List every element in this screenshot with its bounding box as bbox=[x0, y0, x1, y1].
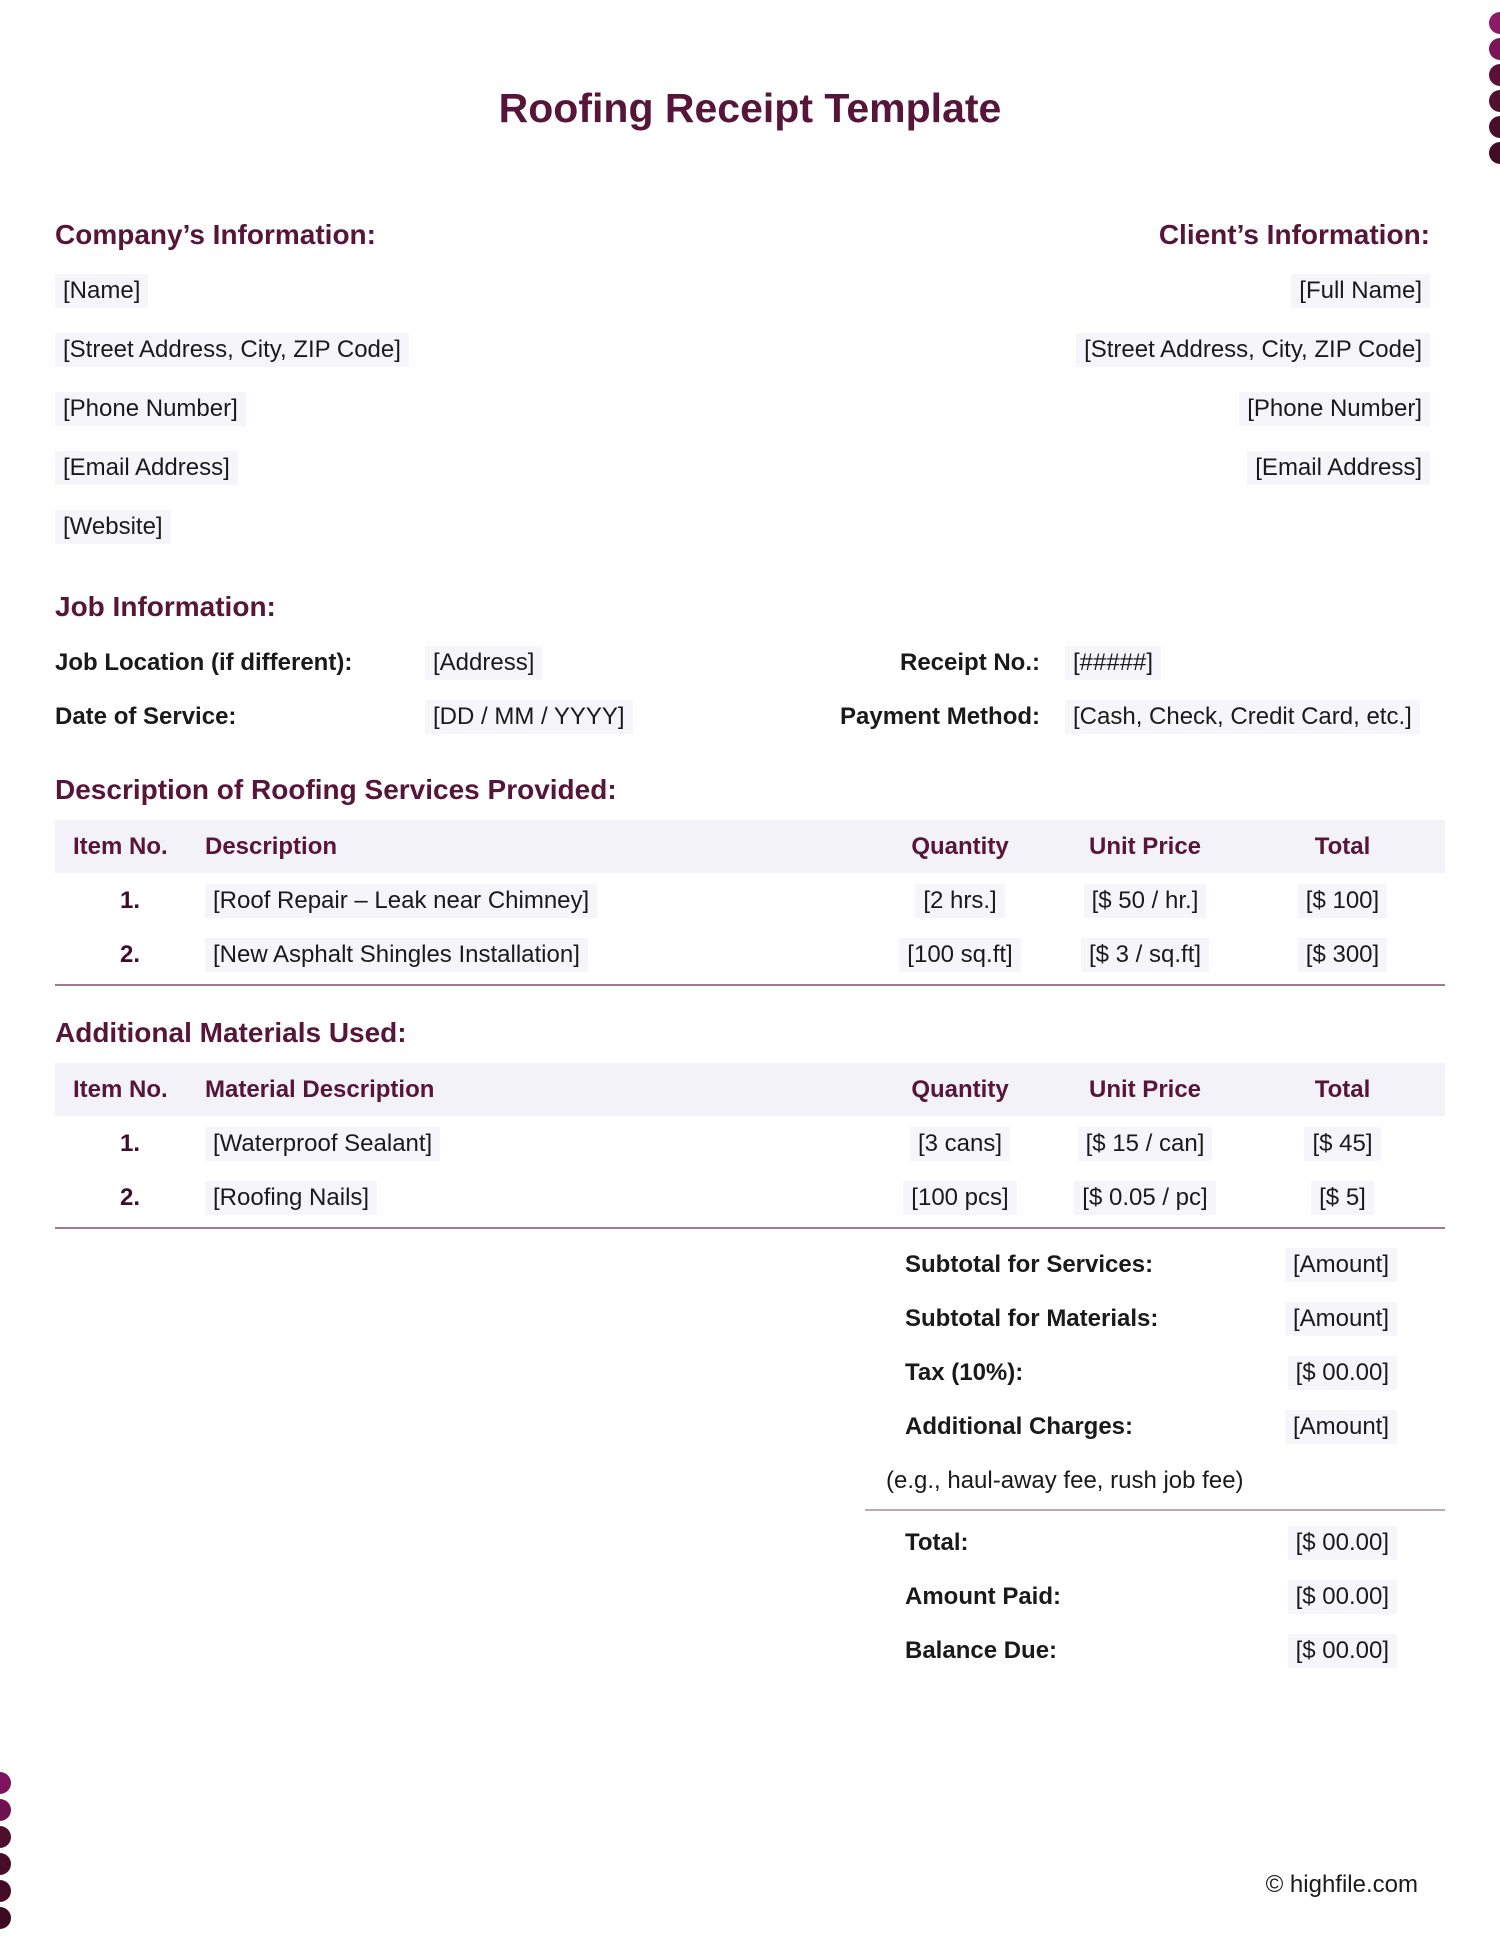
company-name-field[interactable]: [Name] bbox=[55, 274, 148, 308]
dot-icon bbox=[1489, 90, 1500, 112]
material-total-field[interactable]: [$ 5] bbox=[1311, 1181, 1374, 1215]
receipt-no-label: Receipt No.: bbox=[899, 649, 1040, 676]
total-field[interactable]: [$ 00.00] bbox=[1288, 1526, 1397, 1560]
materials-table bbox=[55, 1063, 1445, 1229]
material-quantity-field[interactable]: [100 pcs] bbox=[903, 1181, 1016, 1215]
column-header-total: Total bbox=[1314, 1075, 1371, 1103]
dot-icon bbox=[1489, 142, 1500, 164]
balance-due-row bbox=[865, 1634, 1445, 1668]
additional-charges-label: Additional Charges: bbox=[905, 1413, 1134, 1440]
additional-charges-note: (e.g., haul-away fee, rush job fee) bbox=[886, 1467, 1244, 1494]
unit-price-cell bbox=[1050, 884, 1240, 918]
job-location-field[interactable]: [Address] bbox=[425, 646, 542, 680]
services-heading: Description of Roofing Services Provided: bbox=[55, 774, 617, 805]
tax-field[interactable]: [$ 00.00] bbox=[1288, 1356, 1397, 1390]
summary-section bbox=[865, 1248, 1445, 1668]
client-info-column bbox=[1076, 218, 1445, 547]
client-address-line bbox=[1076, 333, 1430, 370]
final-totals bbox=[865, 1526, 1445, 1668]
total-label: Total: bbox=[905, 1529, 969, 1556]
total-cell bbox=[1240, 1127, 1445, 1161]
client-phone-field[interactable]: [Phone Number] bbox=[1239, 392, 1430, 426]
payment-method-field[interactable]: [Cash, Check, Credit Card, etc.] bbox=[1065, 700, 1420, 734]
additional-charges-row bbox=[865, 1410, 1445, 1444]
decorative-dots-bottom-left bbox=[0, 1772, 11, 1929]
job-info-heading: Job Information: bbox=[55, 591, 276, 622]
total-cell bbox=[1240, 884, 1445, 918]
dot-icon bbox=[0, 1799, 11, 1821]
material-unit-price-field[interactable]: [$ 0.05 / pc] bbox=[1074, 1181, 1215, 1215]
subtotal-materials-field[interactable]: [Amount] bbox=[1285, 1302, 1397, 1336]
payment-method-value-cell bbox=[1065, 700, 1445, 734]
column-header-material-description: Material Description bbox=[205, 1075, 435, 1103]
service-unit-price-field[interactable]: [$ 3 / sq.ft] bbox=[1081, 938, 1209, 972]
description-cell bbox=[205, 938, 870, 972]
description-cell bbox=[205, 1127, 870, 1161]
job-info-row bbox=[55, 646, 1445, 680]
unit-price-cell bbox=[1050, 1127, 1240, 1161]
amount-paid-row bbox=[865, 1580, 1445, 1614]
material-total-field[interactable]: [$ 45] bbox=[1304, 1127, 1380, 1161]
company-phone-field[interactable]: [Phone Number] bbox=[55, 392, 246, 426]
company-email-line bbox=[55, 451, 409, 488]
column-header-item-no: Item No. bbox=[73, 1075, 168, 1103]
receipt-no-value-cell bbox=[1065, 646, 1445, 680]
copyright-watermark: © highfile.com bbox=[1265, 1871, 1418, 1898]
date-of-service-field[interactable]: [DD / MM / YYYY] bbox=[425, 700, 633, 734]
service-unit-price-field[interactable]: [$ 50 / hr.] bbox=[1084, 884, 1207, 918]
dot-icon bbox=[1489, 12, 1500, 34]
amount-paid-label: Amount Paid: bbox=[905, 1583, 1061, 1610]
total-row bbox=[865, 1526, 1445, 1560]
material-quantity-field[interactable]: [3 cans] bbox=[910, 1127, 1010, 1161]
materials-table-header bbox=[55, 1063, 1445, 1116]
summary-divider bbox=[865, 1509, 1445, 1511]
payment-method-label: Payment Method: bbox=[839, 703, 1040, 730]
company-info-column bbox=[55, 218, 409, 547]
description-cell bbox=[205, 884, 870, 918]
service-quantity-field[interactable]: [2 hrs.] bbox=[915, 884, 1004, 918]
service-description-field[interactable]: [Roof Repair – Leak near Chimney] bbox=[205, 884, 597, 918]
service-total-field[interactable]: [$ 100] bbox=[1298, 884, 1387, 918]
company-website-line bbox=[55, 510, 409, 547]
job-location-value-cell bbox=[425, 646, 765, 680]
dot-icon bbox=[0, 1826, 11, 1848]
service-total-field[interactable]: [$ 300] bbox=[1298, 938, 1387, 972]
dot-icon bbox=[0, 1772, 11, 1794]
dot-icon bbox=[1489, 116, 1500, 138]
client-phone-line bbox=[1076, 392, 1430, 429]
subtotal-services-label: Subtotal for Services: bbox=[905, 1251, 1154, 1278]
client-address-field[interactable]: [Street Address, City, ZIP Code] bbox=[1076, 333, 1430, 367]
column-header-total: Total bbox=[1314, 832, 1371, 860]
receipt-no-field[interactable]: [#####] bbox=[1065, 646, 1161, 680]
dot-icon bbox=[0, 1853, 11, 1875]
client-email-line bbox=[1076, 451, 1430, 488]
dot-icon bbox=[1489, 64, 1500, 86]
decorative-dots-top-right bbox=[1489, 12, 1500, 164]
subtotal-services-row bbox=[865, 1248, 1445, 1282]
quantity-cell bbox=[870, 938, 1050, 972]
quantity-cell bbox=[870, 1127, 1050, 1161]
services-table-header bbox=[55, 820, 1445, 873]
client-name-field[interactable]: [Full Name] bbox=[1291, 274, 1430, 308]
subtotal-materials-row bbox=[865, 1302, 1445, 1336]
balance-due-field[interactable]: [$ 00.00] bbox=[1288, 1634, 1397, 1668]
material-unit-price-field[interactable]: [$ 15 / can] bbox=[1078, 1127, 1213, 1161]
column-header-item-no: Item No. bbox=[73, 832, 168, 860]
column-header-unit-price: Unit Price bbox=[1088, 1075, 1202, 1103]
description-cell bbox=[205, 1181, 870, 1215]
page-title: Roofing Receipt Template bbox=[498, 85, 1002, 131]
client-name-line bbox=[1076, 274, 1430, 311]
item-number: 1. bbox=[119, 1130, 140, 1157]
amount-paid-field[interactable]: [$ 00.00] bbox=[1288, 1580, 1397, 1614]
quantity-cell bbox=[870, 1181, 1050, 1215]
item-number: 1. bbox=[119, 887, 140, 914]
company-phone-line bbox=[55, 392, 409, 429]
total-cell bbox=[1240, 1181, 1445, 1215]
subtotal-services-field[interactable]: [Amount] bbox=[1285, 1248, 1397, 1282]
material-description-field[interactable]: [Roofing Nails] bbox=[205, 1181, 377, 1215]
total-cell bbox=[1240, 938, 1445, 972]
material-description-field[interactable]: [Waterproof Sealant] bbox=[205, 1127, 440, 1161]
company-info-heading: Company’s Information: bbox=[55, 219, 376, 250]
subtotal-materials-label: Subtotal for Materials: bbox=[905, 1305, 1159, 1332]
service-description-field[interactable]: [New Asphalt Shingles Installation] bbox=[205, 938, 588, 972]
parties-info-section bbox=[55, 218, 1445, 547]
balance-due-label: Balance Due: bbox=[905, 1637, 1058, 1664]
company-name-line bbox=[55, 274, 409, 311]
services-table bbox=[55, 820, 1445, 986]
dot-icon bbox=[0, 1880, 11, 1902]
unit-price-cell bbox=[1050, 1181, 1240, 1215]
table-row bbox=[55, 929, 1445, 981]
column-header-quantity: Quantity bbox=[911, 1075, 1009, 1103]
column-header-description: Description bbox=[205, 832, 338, 860]
column-header-unit-price: Unit Price bbox=[1088, 832, 1202, 860]
client-info-heading: Client’s Information: bbox=[1158, 219, 1430, 250]
date-of-service-value-cell bbox=[425, 700, 765, 734]
unit-price-cell bbox=[1050, 938, 1240, 972]
column-header-quantity: Quantity bbox=[911, 832, 1009, 860]
dot-icon bbox=[1489, 38, 1500, 60]
company-email-field[interactable]: [Email Address] bbox=[55, 451, 238, 485]
date-of-service-label: Date of Service: bbox=[55, 703, 237, 730]
table-row bbox=[55, 875, 1445, 927]
item-number: 2. bbox=[119, 1184, 140, 1211]
tax-label: Tax (10%): bbox=[905, 1359, 1024, 1386]
service-quantity-field[interactable]: [100 sq.ft] bbox=[899, 938, 1020, 972]
company-address-field[interactable]: [Street Address, City, ZIP Code] bbox=[55, 333, 409, 367]
table-row bbox=[55, 1172, 1445, 1224]
job-info-row bbox=[55, 700, 1445, 734]
table-row bbox=[55, 1118, 1445, 1170]
quantity-cell bbox=[870, 884, 1050, 918]
additional-charges-field[interactable]: [Amount] bbox=[1285, 1410, 1397, 1444]
page-content bbox=[0, 218, 1500, 1668]
company-address-line bbox=[55, 333, 409, 370]
tax-row bbox=[865, 1356, 1445, 1390]
client-email-field[interactable]: [Email Address] bbox=[1247, 451, 1430, 485]
job-location-label: Job Location (if different): bbox=[55, 649, 353, 676]
company-website-field[interactable]: [Website] bbox=[55, 510, 171, 544]
item-number: 2. bbox=[119, 941, 140, 968]
dot-icon bbox=[0, 1907, 11, 1929]
materials-heading: Additional Materials Used: bbox=[55, 1017, 407, 1048]
